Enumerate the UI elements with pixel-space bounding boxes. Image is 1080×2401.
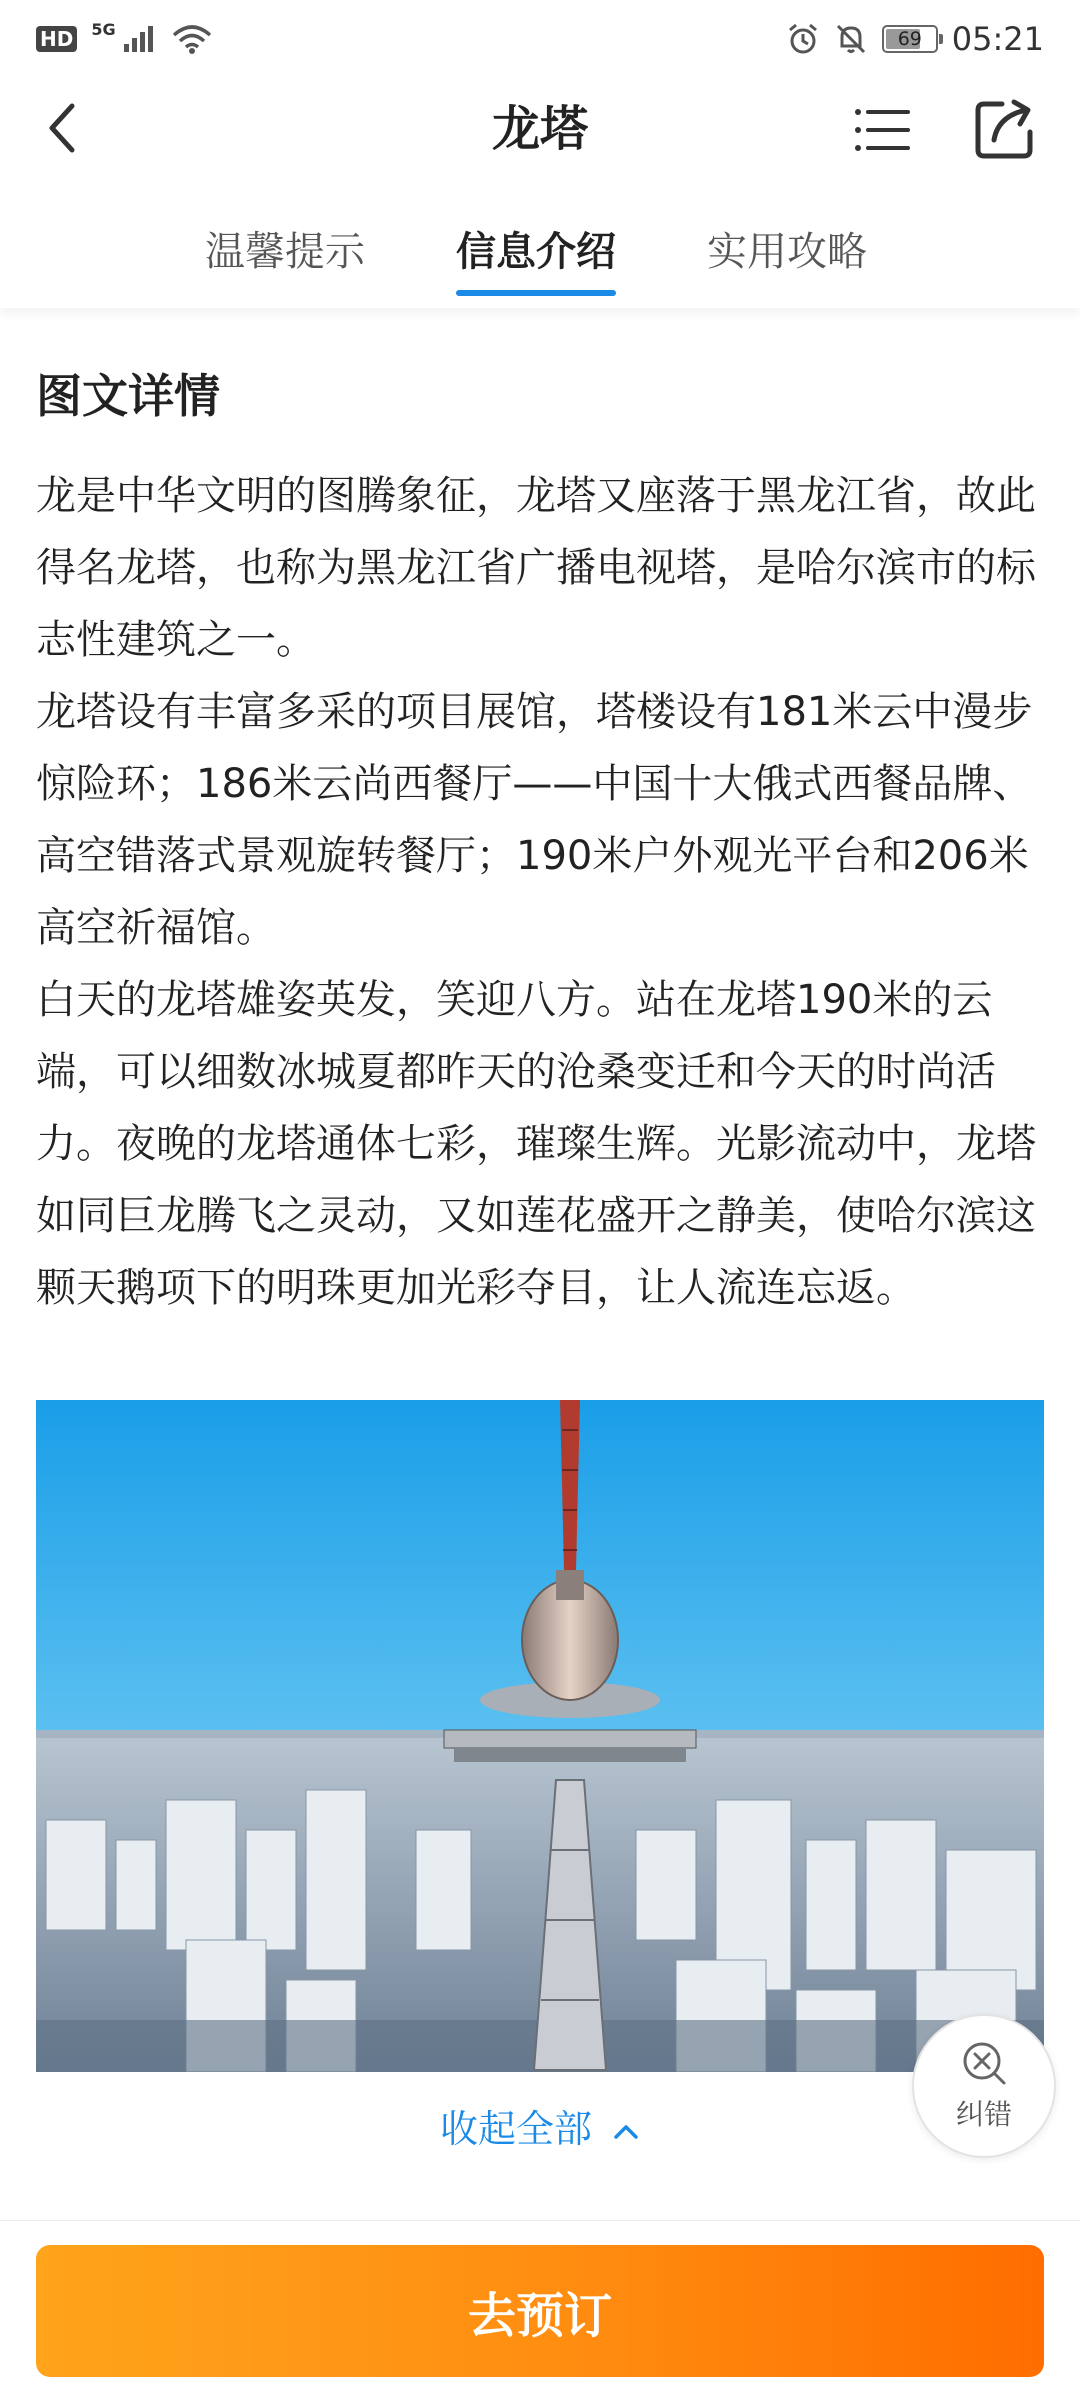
tab-label: 温馨提示 bbox=[205, 229, 365, 275]
description-paragraph: 龙塔设有丰富多采的项目展馆，塔楼设有181米云中漫步惊险环；186米云尚西餐厅——中国十大俄式西餐品牌、高空错落式景观旋转餐厅；190米户外观光平台和206米高空祈福馆。 bbox=[36, 689, 1033, 951]
battery-level: 69 bbox=[897, 28, 922, 50]
share-button[interactable] bbox=[972, 94, 1040, 162]
back-button[interactable] bbox=[36, 98, 96, 158]
menu-button[interactable] bbox=[850, 98, 914, 162]
share-icon bbox=[972, 94, 1040, 162]
correction-button[interactable] bbox=[912, 2014, 1056, 2158]
mute-bell-icon bbox=[834, 22, 868, 56]
description-paragraph: 龙是中华文明的图腾象征，龙塔又座落于黑龙江省，故此得名龙塔，也称为黑龙江省广播电视塔，是哈尔滨市的标志性建筑之一。 bbox=[36, 473, 1036, 663]
tab-label: 信息介绍 bbox=[456, 229, 616, 275]
bottom-bar bbox=[0, 2220, 1080, 2401]
status-right bbox=[786, 20, 1044, 58]
network-type-label: 5G bbox=[91, 19, 116, 39]
title-bar bbox=[0, 78, 1080, 178]
close-circle-icon bbox=[960, 2039, 1008, 2087]
back-arrow-icon bbox=[36, 98, 96, 158]
section-title: 图文详情 bbox=[36, 369, 220, 423]
tab-bar bbox=[0, 200, 1080, 308]
chevron-up-icon bbox=[612, 2121, 640, 2143]
detail-content bbox=[36, 340, 1044, 1324]
dragon-tower-photo bbox=[36, 1400, 1044, 2072]
tower-image bbox=[36, 1400, 1044, 2072]
wifi-icon bbox=[172, 23, 212, 55]
status-left bbox=[36, 19, 212, 55]
alarm-icon bbox=[786, 22, 820, 56]
tab-label: 实用攻略 bbox=[707, 229, 867, 275]
active-tab-indicator bbox=[456, 290, 616, 296]
battery-indicator bbox=[882, 25, 938, 53]
tab-guide[interactable] bbox=[707, 220, 867, 300]
collapse-label: 收起全部 bbox=[439, 2107, 592, 2151]
signal-icon bbox=[122, 24, 158, 54]
correction-label: 纠错 bbox=[955, 2098, 1012, 2131]
status-bar bbox=[0, 0, 1080, 78]
description-paragraph: 白天的龙塔雄姿英发，笑迎八方。站在龙塔190米的云端，可以细数冰城夏都昨天的沧桑变迁和今天的时尚活力。夜晚的龙塔通体七彩，璀璨生辉。光影流动中，龙塔如同巨龙腾飞之灵动，又如莲花盛开之静美，使哈尔滨这颗天鹅项下的明珠更加光彩夺目，让人流连忘返。 bbox=[36, 977, 1036, 1311]
book-button[interactable] bbox=[36, 2245, 1044, 2377]
clock: 05:21 bbox=[951, 20, 1044, 58]
tab-info[interactable] bbox=[456, 220, 616, 300]
list-menu-icon bbox=[850, 98, 914, 162]
hd-badge: HD bbox=[36, 26, 77, 52]
tab-tips[interactable] bbox=[205, 220, 365, 300]
page-title: 龙塔 bbox=[491, 101, 588, 157]
book-button-label: 去预订 bbox=[467, 2287, 612, 2344]
